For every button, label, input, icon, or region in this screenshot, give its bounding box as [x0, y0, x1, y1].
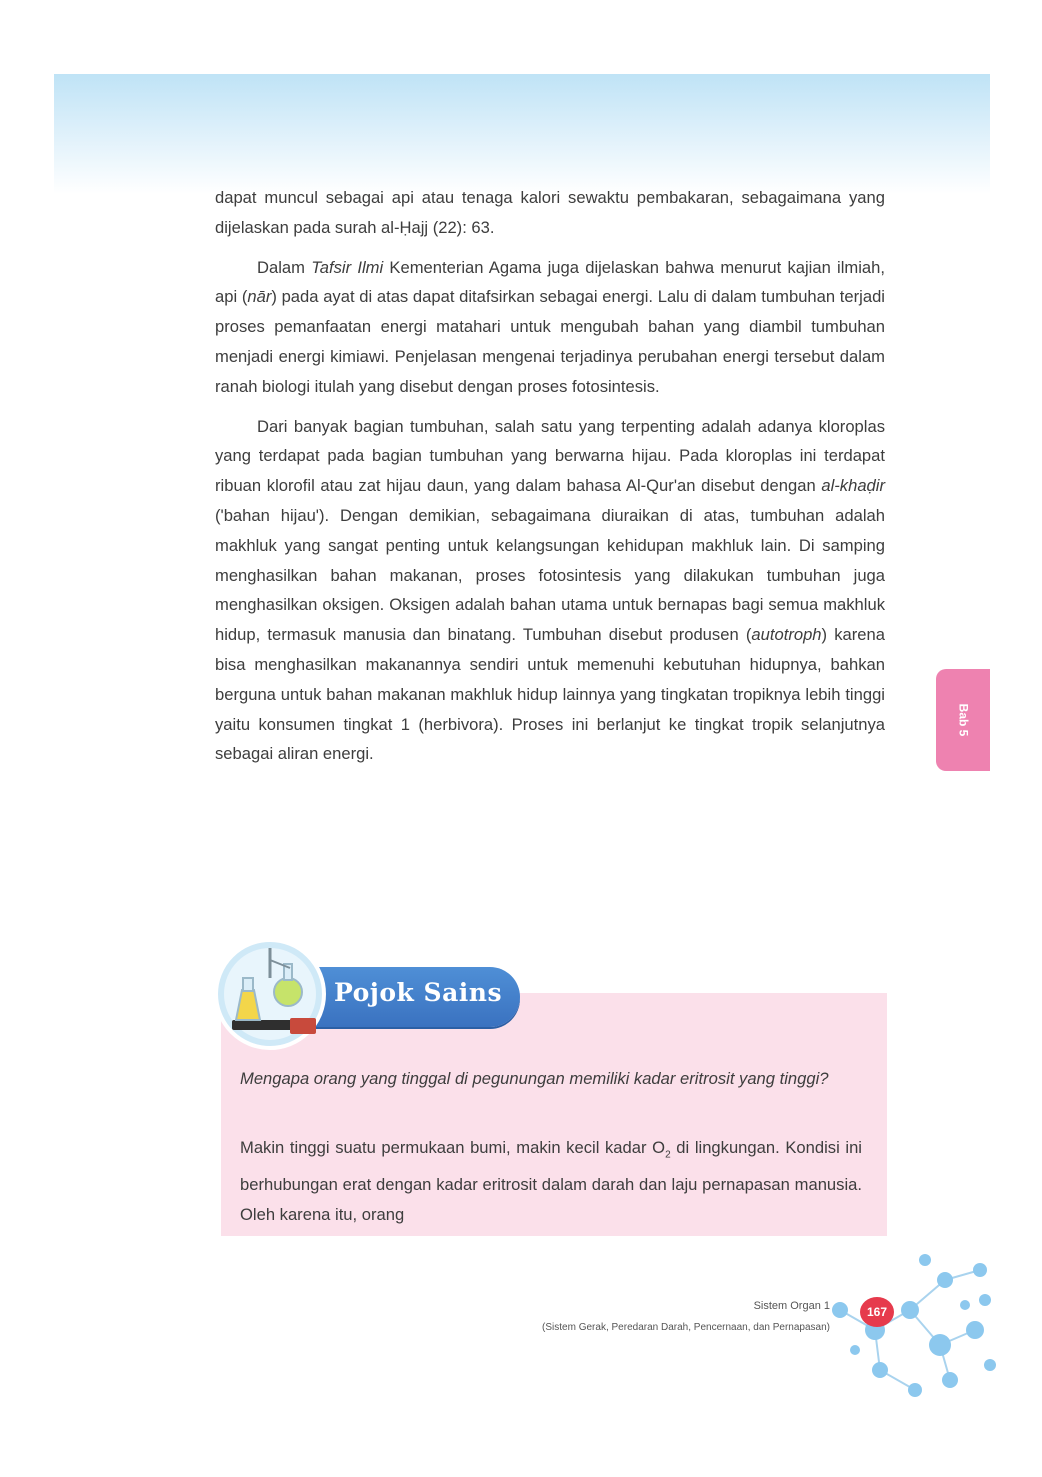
paragraph-1-text: dapat muncul sebagai api atau tenaga kalori sewaktu pembakaran, sebagaimana yang dijelaskan pada surah al-Ḥajj (22): 63. [215, 188, 885, 237]
body-text [215, 183, 885, 779]
pojok-sains-question: Mengapa orang yang tinggal di pegunungan memiliki kadar eritrosit yang tinggi? [240, 1069, 829, 1088]
italic-term-autotroph: autotroph [751, 625, 822, 645]
paragraph-2-text-a: Dalam [257, 257, 312, 277]
italic-term-nar: nār [247, 287, 272, 307]
pojok-sains-answer [240, 1133, 862, 1230]
paragraph-3 [215, 412, 885, 770]
answer-text-b: di lingkungan. Kondisi ini berhubungan erat dengan kadar eritrosit dalam darah dan laju pernapasan manusia. Oleh karena itu, orang [240, 1138, 862, 1224]
lab-flask-icon [214, 938, 326, 1050]
italic-term-al-khadir: al-khaḍir [821, 476, 885, 496]
header-gradient-band [54, 74, 990, 194]
paragraph-3-text-b: ('bahan hijau'). Dengan demikian, sebagaimana diuraikan di atas, tumbuhan adalah makhluk yang sangat penting untuk kelangsungan kehidupan makhluk lain. Di samping menghasilkan bahan makanan, proses fotosintesis yang dilakukan tumbuhan juga menghasilkan oksigen. Oksigen adalah bahan utama untuk bernapas bagi semua makhluk hidup, termasuk manusia dan binatang. Tumbuhan disebut produsen ( [215, 505, 885, 645]
italic-term-tafsir-ilmi: Tafsir Ilmi [311, 257, 384, 277]
paragraph-2-text-b: Kementerian Agama juga dijelaskan bahwa menurut kajian ilmiah, api ( [215, 257, 885, 307]
paragraph-3-text-c: ) karena bisa menghasilkan makanannya sendiri untuk memenuhi kebutuhan hidupnya, bahkan berguna untuk bahan makanan makhluk hidup lainnya yang tingkatan tropiknya lebih tinggi yaitu konsumen tingkat 1 (herbivora). Proses ini berlanjut ke tingkat tropik selanjutnya sebagai aliran energi. [215, 625, 885, 764]
pojok-sains-title: Pojok Sains [334, 978, 503, 1007]
oxygen-subscript: 2 [665, 1149, 671, 1161]
chapter-tab-label: Bab 5 [956, 703, 970, 737]
footer-chapter-title: Sistem Organ 1 [753, 1300, 830, 1312]
page-number-badge [860, 1297, 894, 1327]
page-number: 167 [866, 1305, 888, 1319]
paragraph-1 [215, 183, 885, 243]
footer-chapter-subtitle: (Sistem Gerak, Peredaran Darah, Pencernaan, dan Pernapasan) [542, 1322, 830, 1333]
paragraph-2-text-c: ) pada ayat di atas dapat ditafsirkan sebagai energi. Lalu di dalam tumbuhan terjadi proses pemanfaatan energi matahari untuk mengubah bahan yang diambil tumbuhan menjadi energi kimiawi. Penjelasan mengenai terjadinya perubahan energi tersebut dalam ranah biologi itulah yang disebut dengan proses fotosintesis. [215, 287, 885, 396]
molecule-decoration-icon [800, 1250, 1000, 1410]
paragraph-3-text-a: Dari banyak bagian tumbuhan, salah satu yang terpenting adalah adanya kloroplas yang terdapat pada bagian tumbuhan yang berwarna hijau. Pada kloroplas ini terdapat ribuan klorofil atau zat hijau daun, yang dalam bahasa Al-Qur'an disebut dengan [215, 416, 885, 496]
paragraph-2 [215, 253, 885, 402]
answer-text-a: Makin tinggi suatu permukaan bumi, makin kecil kadar O [240, 1138, 666, 1157]
chapter-tab [936, 669, 990, 771]
